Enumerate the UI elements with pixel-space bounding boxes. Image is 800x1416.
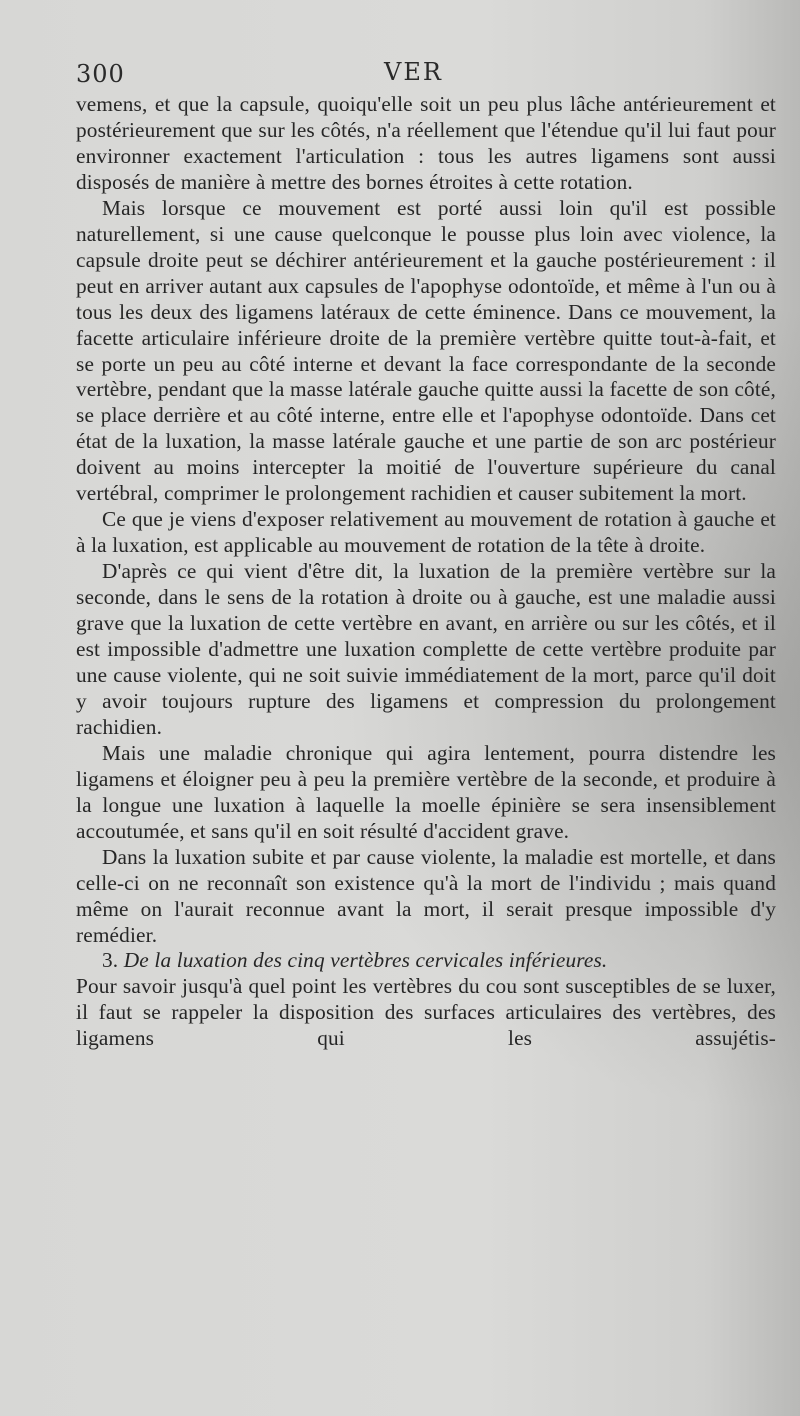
section-heading	[76, 948, 776, 974]
running-head: VER	[384, 58, 443, 86]
page-number: 300	[76, 60, 125, 88]
paragraph-3: Ce que je viens d'exposer relativement au mouvement de rotation à gauche et à la luxation, est applicable au mouvement de rotation de la tête à droite.	[76, 507, 776, 558]
paragraph-2: Mais lorsque ce mouvement est porté aussi loin qu'il est possible naturellement, si une cause quelconque le pousse plus loin avec violence, la capsule droite peut se déchirer antérieurement et la gauche postérieurement : il peut en arriver autant aux capsules de l'apophyse odontoïde, et même à l'un ou à tous les deux des ligamens latéraux de cette éminence. Dans ce mouvement, la facette articulaire inférieure droite de la première vertèbre quitte tout-à-fait, et se porte un peu au côté interne et devant la face correspondante de la seconde vertèbre, pendant que la masse latérale gauche quitte aussi la facette de son côté, se place derrière et au côté interne, entre elle et l'apophyse odontoïde. Dans cet état de la luxation, la masse latérale gauche et une partie de son arc postérieur doivent au moins intercepter la moitié de l'ouverture supérieure du canal vertébral, comprimer le prolongement rachidien et causer subitement la mort.	[76, 195, 776, 506]
page-header	[76, 56, 776, 96]
section-paragraph: Pour savoir jusqu'à quel point les vertèbres du cou sont susceptibles de se luxer, il faut se rappeler la disposition des surfaces articulaires des vertèbres, des ligamens qui les assujétis-	[76, 974, 776, 1051]
body-text	[76, 92, 776, 1052]
paragraph-6: Dans la luxation subite et par cause violente, la maladie est mortelle, et dans celle-ci on ne reconnaît son existence qu'à la mort de l'individu ; mais quand même on l'aurait reconnue avant la mort, il serait presque impossible d'y remédier.	[76, 844, 776, 947]
section-number: 3.	[102, 948, 119, 973]
paragraph-4: D'après ce qui vient d'être dit, la luxation de la première vertèbre sur la seconde, dans le sens de la rotation à droite ou à gauche, est une maladie aussi grave que la luxation de cette vertèbre en avant, en arrière ou sur les côtés, et il est impossible d'admettre une luxation complette de cette vertèbre produite par une cause violente, qui ne soit suivie immédiatement de la mort, parce qu'il doit y avoir toujours rupture des ligamens et compression du prolongement rachidien.	[76, 559, 776, 739]
paragraph-1: vemens, et que la capsule, quoiqu'elle soit un peu plus lâche antérieurement et postérieurement que sur les côtés, n'a réellement que l'étendue qu'il lui faut pour environner exactement l'articulation : tous les autres ligamens sont aussi disposés de manière à mettre des bornes étroites à cette rotation.	[76, 92, 776, 194]
section-title: De la luxation des cinq vertèbres cervicales inférieures.	[123, 948, 608, 973]
paragraph-5: Mais une maladie chronique qui agira lentement, pourra distendre les ligamens et éloigner peu à peu la première vertèbre de la seconde, et produire à la longue une luxation à laquelle la moelle épinière se sera insensiblement accoutumée, et sans qu'il en soit résulté d'accident grave.	[76, 740, 776, 843]
